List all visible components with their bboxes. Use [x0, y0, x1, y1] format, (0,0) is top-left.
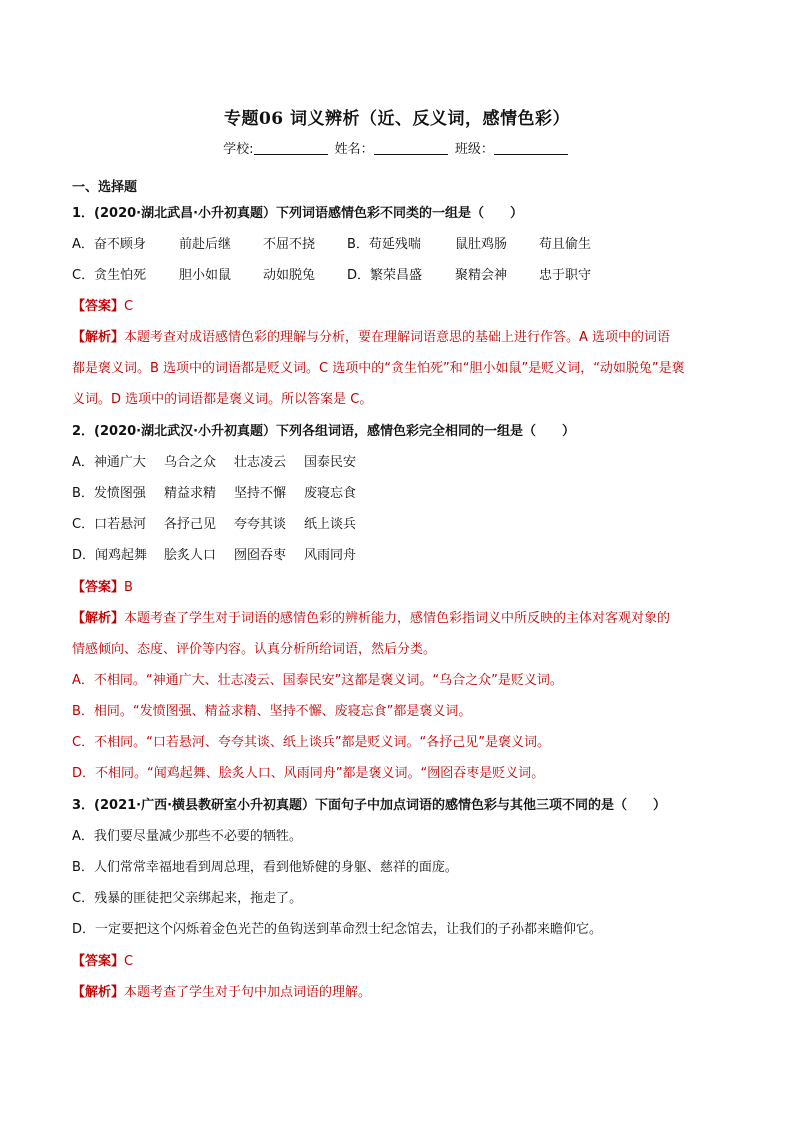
answer-value: C	[124, 954, 134, 969]
q1-option-c-word2: 胆小如鼠	[179, 268, 232, 283]
item-text: 不相同。“神通广大、壮志凌云、国泰民安”这都是褒义词。“乌合之众”是贬义词。	[93, 673, 563, 688]
q1-option-c-word3: 动如脱兔	[263, 268, 316, 283]
item-letter: B．	[72, 704, 94, 719]
answer-tag: 【答案】	[72, 580, 125, 595]
q2-analysis-item-d	[72, 765, 544, 783]
q1-option-a-word3: 不屈不挠	[263, 237, 316, 252]
q1-answer	[72, 298, 133, 316]
q3-stem: 3．(2021·广西·横县教研室小升初真题）下面句子中加点词语的感情色彩与其他三项不同的是（ ）	[72, 798, 667, 813]
q2-option-b-word1: B．发愤图强	[72, 486, 146, 501]
q2-option-b-word3: 坚持不懈	[234, 486, 287, 501]
item-text: 相同。“发愤图强、精益求精、坚持不懈、废寝忘食”都是褒义词。	[93, 704, 472, 719]
analysis-text: 本题考查了学生对于句中加点词语的理解。	[124, 985, 372, 1000]
school-blank[interactable]	[254, 141, 328, 155]
q1-option-b-word3: 苟且偷生	[539, 237, 592, 252]
q2-option-c-word3: 夸夸其谈	[234, 517, 287, 532]
q3-analysis	[72, 984, 371, 1002]
q2-analysis-line-2: 情感倾向、态度、评价等内容。认真分析所给词语，然后分类。	[72, 642, 437, 657]
q2-option-d-word4: 风雨同舟	[304, 548, 357, 563]
section-heading: 一、选择题	[72, 180, 138, 195]
q2-analysis-item-c	[72, 734, 550, 752]
q2-option-a-word4: 国泰民安	[304, 455, 357, 470]
item-letter: D．	[72, 766, 96, 781]
q1-analysis-line-3: 义词。D 选项中的词语都是褒义词。所以答案是 C。	[72, 392, 373, 407]
q1-stem: 1．(2020·湖北武昌·小升初真题）下列词语感情色彩不同类的一组是（ ）	[72, 206, 524, 221]
analysis-text: 本题考查了学生对于词语的感情色彩的辨析能力，感情色彩指词义中所反映的主体对客观对象的	[124, 611, 671, 626]
q2-option-a-word2: 乌合之众	[164, 455, 217, 470]
q2-option-b-word2: 精益求精	[164, 486, 217, 501]
q2-answer	[72, 579, 133, 597]
q2-analysis-line-1	[72, 610, 670, 628]
q2-option-d-word1: D．闻鸡起舞	[72, 548, 148, 563]
q3-option-a: A．我们要尽量减少那些不必要的牺牲。	[72, 829, 302, 844]
q1-option-c-word1: C．贪生怕死	[72, 268, 147, 283]
item-text: 不相同。“闻鸡起舞、脍炙人口、风雨同舟”都是褒义词。“囫囵吞枣是贬义词。	[95, 766, 545, 781]
item-letter: C．	[72, 735, 95, 750]
q2-analysis-item-b	[72, 703, 471, 721]
q1-analysis-line-1	[72, 329, 670, 347]
q1-option-d-word1: D．繁荣昌盛	[347, 268, 423, 283]
q2-stem: 2．(2020·湖北武汉·小升初真题）下列各组词语，感情色彩完全相同的一组是（ ）	[72, 424, 576, 439]
q2-option-a-word3: 壮志凌云	[234, 455, 287, 470]
q1-option-d-word3: 忠于职守	[539, 268, 592, 283]
item-text: 不相同。“口若悬河、夸夸其谈、纸上谈兵”都是贬义词。“各抒己见”是褒义词。	[94, 735, 551, 750]
q2-option-c-word1: C．口若悬河	[72, 517, 147, 532]
q3-option-d: D．一定要把这个闪烁着金色光芒的鱼钩送到革命烈士纪念馆去，让我们的子孙都来瞻仰它。	[72, 922, 603, 937]
q2-analysis-item-a	[72, 672, 563, 690]
answer-tag: 【答案】	[72, 954, 125, 969]
q1-option-a-word2: 前赴后继	[179, 237, 232, 252]
answer-tag: 【答案】	[72, 299, 125, 314]
analysis-tag: 【解析】	[72, 985, 125, 1000]
q2-option-a-word1: A．神通广大	[72, 455, 146, 470]
page-title: 专题06 词义辨析（近、反义词，感情色彩）	[223, 109, 571, 129]
q2-option-d-word2: 脍炙人口	[164, 548, 217, 563]
q1-analysis-line-2: 都是褒义词。B 选项中的词语都是贬义词。C 选项中的“贪生怕死”和“胆小如鼠”是贬义词，“动如脱兔”是褒	[72, 361, 685, 376]
class-label: 班级：	[454, 142, 494, 157]
q2-option-c-word4: 纸上谈兵	[304, 517, 357, 532]
q2-option-c-word2: 各抒己见	[164, 517, 217, 532]
answer-value: B	[124, 580, 133, 595]
analysis-tag: 【解析】	[72, 611, 125, 626]
analysis-text: 本题考查对成语感情色彩的理解与分析，要在理解词语意思的基础上进行作答。A 选项中的词语	[124, 330, 671, 345]
answer-value: C	[124, 299, 134, 314]
item-letter: A．	[72, 673, 94, 688]
q1-option-b-word1: B．苟延残喘	[347, 237, 421, 252]
school-label: 学校:	[223, 142, 254, 157]
class-blank[interactable]	[494, 141, 568, 155]
q3-answer	[72, 953, 133, 971]
q1-option-b-word2: 鼠肚鸡肠	[455, 237, 508, 252]
q2-option-d-word3: 囫囵吞枣	[234, 548, 287, 563]
q1-option-d-word2: 聚精会神	[455, 268, 508, 283]
name-blank[interactable]	[374, 141, 448, 155]
q3-option-b: B．人们常常幸福地看到周总理，看到他矫健的身躯、慈祥的面庞。	[72, 860, 458, 875]
analysis-tag: 【解析】	[72, 330, 125, 345]
name-label: 姓名：	[334, 142, 374, 157]
student-info-line	[0, 138, 794, 157]
q3-option-c: C．残暴的匪徒把父亲绑起来，拖走了。	[72, 891, 303, 906]
q1-option-a-word1: A．奋不顾身	[72, 237, 146, 252]
q2-option-b-word4: 废寝忘食	[304, 486, 357, 501]
